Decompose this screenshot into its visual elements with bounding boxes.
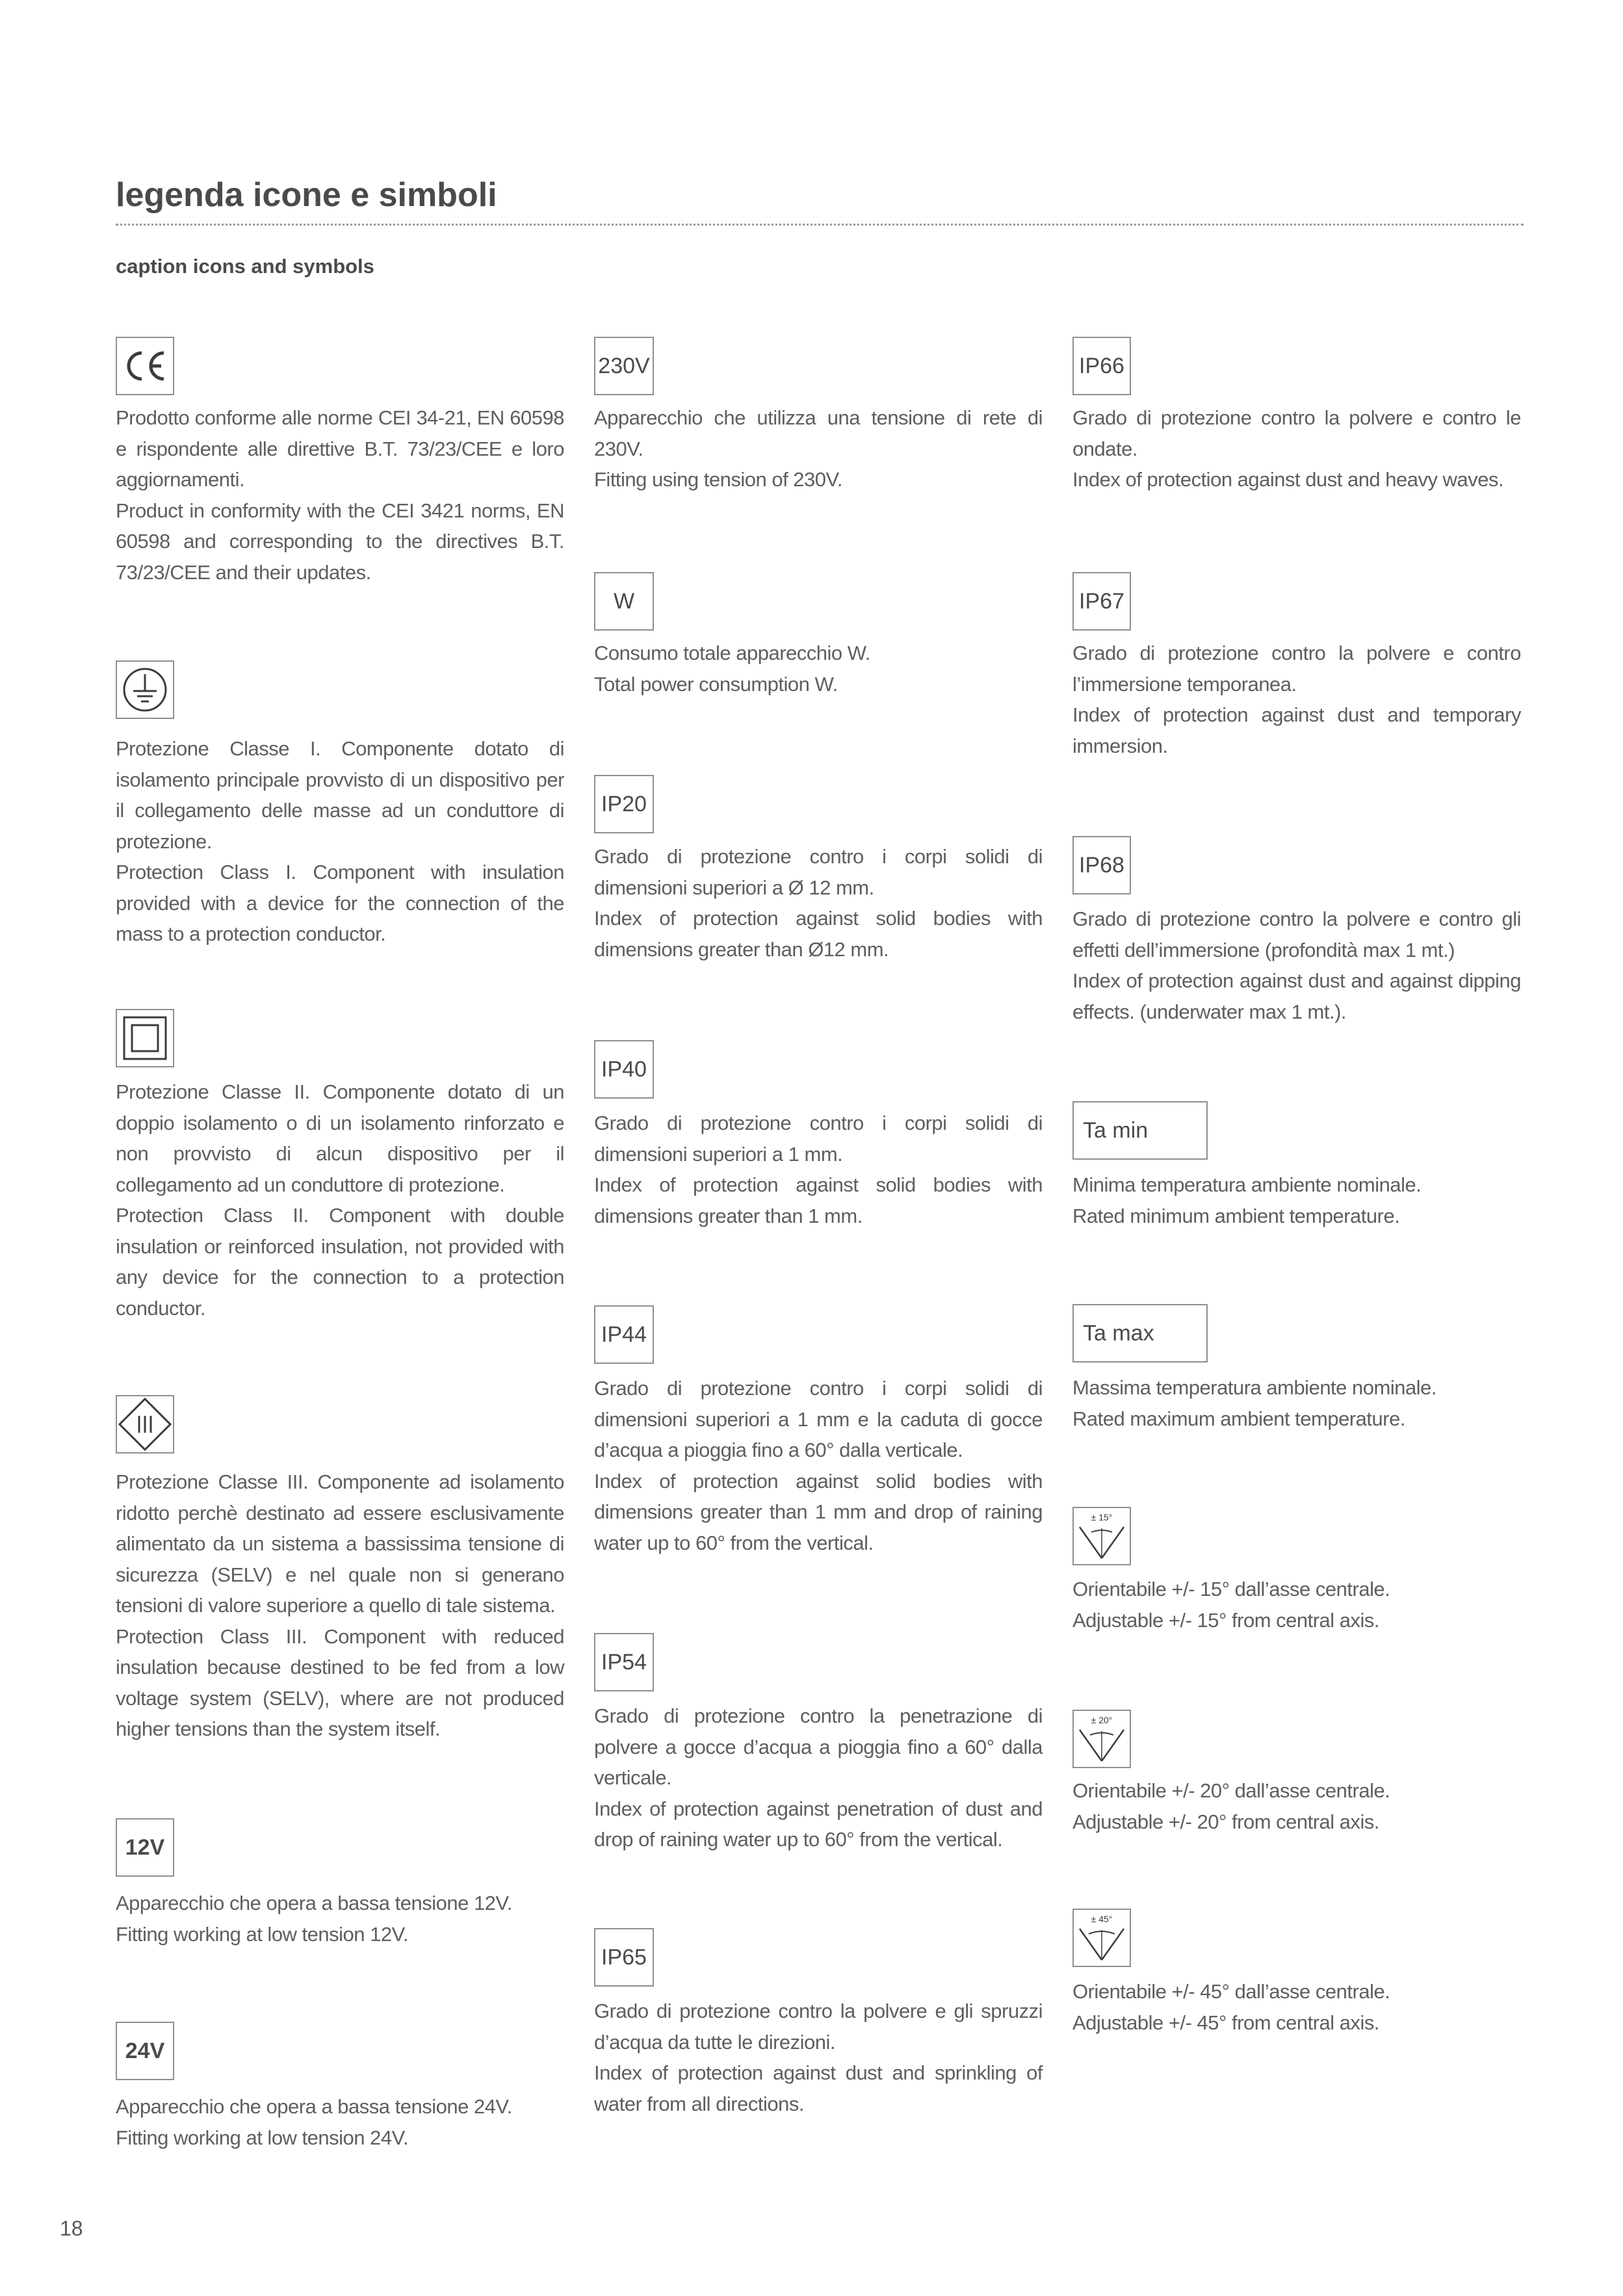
ip65-desc-it: Grado di protezione contro la polvere e gli spruzzi d’acqua da tutte le direzioni. [594,2000,1043,2054]
ip40-desc-en: Index of protection against solid bodies with dimensions greater than 1 mm. [594,1173,1043,1227]
ta-max-symbol: Ta max [1072,1304,1208,1363]
ip67-desc-en: Index of protection against dust and temporary immersion. [1072,703,1521,757]
ip67-description [1072,638,1521,761]
ta-min-desc-en: Rated minimum ambient temperature. [1072,1204,1400,1227]
ip65-desc-en: Index of protection against dust and sprinkling of water from all directions. [594,2061,1043,2115]
tilt-20-desc-it: Orientabile +/- 20° dall’asse centrale. [1072,1779,1390,1802]
ta-max-description [1072,1372,1521,1434]
class-i-desc-en: Protection Class I. Component with insulation provided with a device for the connection of the mass to a protection conductor. [116,861,564,945]
tilt-15-label: ± 15° [1091,1512,1113,1522]
ip54-desc-it: Grado di protezione contro la penetrazione di polvere a gocce d’acqua a pioggia fino a 60° dalla verticale. [594,1704,1043,1789]
tilt-15-desc-en: Adjustable +/- 15° from central axis. [1072,1608,1380,1632]
ip65-description [594,1996,1043,2119]
ip54-desc-en: Index of protection against penetration of dust and drop of raining water up to 60° from the vertical. [594,1797,1043,1851]
ip67-desc-it: Grado di protezione contro la polvere e contro l’immersione temporanea. [1072,642,1521,696]
ip44-description [594,1373,1043,1558]
page-title: legenda icone e simboli [116,176,497,214]
class-ii-desc-en: Protection Class II. Component with double insulation or reinforced insulation, not provided with any device for the connection to a protection conductor. [116,1204,564,1320]
12v-description [116,1888,564,1950]
tilt-20-description [1072,1775,1521,1837]
tilt-45-label: ± 45° [1091,1914,1113,1924]
230v-desc-it: Apparecchio che utilizza una tensione di rete di 230V. [594,406,1043,460]
12v-desc-en: Fitting working at low tension 12V. [116,1922,409,1946]
ip66-symbol: IP66 [1072,337,1131,395]
w-desc-it: Consumo totale apparecchio W. [594,642,870,664]
tilt-20-desc-en: Adjustable +/- 20° from central axis. [1072,1810,1380,1833]
page-number: 18 [60,2217,83,2240]
ip40-symbol: IP40 [594,1040,654,1099]
ip40-desc-it: Grado di protezione contro i corpi solidi di dimensioni superiori a 1 mm. [594,1112,1043,1166]
double-insulation-icon [116,1009,174,1067]
230v-desc-en: Fitting using tension of 230V. [594,468,842,491]
ta-min-symbol: Ta min [1072,1101,1208,1160]
230v-symbol: 230V [594,337,654,395]
ta-min-desc-it: Minima temperatura ambiente nominale. [1072,1173,1422,1196]
dotted-divider [116,224,1524,226]
w-description [594,638,1043,699]
ip54-symbol: IP54 [594,1633,654,1691]
tilt-15-desc-it: Orientabile +/- 15° dall’asse centrale. [1072,1578,1390,1600]
24v-desc-it: Apparecchio che opera a bassa tensione 24V. [116,2095,512,2118]
ip40-description [594,1108,1043,1231]
ip44-desc-it: Grado di protezione contro i corpi solidi di dimensioni superiori a 1 mm e la caduta di gocce d’acqua a pioggia fino a 60° dalla verticale. [594,1377,1043,1461]
w-desc-en: Total power consumption W. [594,672,838,696]
12v-desc-it: Apparecchio che opera a bassa tensione 12V. [116,1892,512,1914]
class-i-description [116,733,564,950]
ta-min-description [1072,1169,1521,1231]
ta-max-desc-it: Massima temperatura ambiente nominale. [1072,1376,1436,1399]
ip66-desc-it: Grado di protezione contro la polvere e contro le ondate. [1072,406,1521,460]
tilt-15-description [1072,1574,1521,1636]
class-iii-desc-it: Protezione Classe III. Componente ad isolamento ridotto perchè destinato ad essere esclusivamente alimentato da un sistema a bassissima tensione di sicurezza (SELV) e nel quale non si generano tensioni di valore superiore a quello di tale sistema. [116,1470,564,1617]
tilt-45-icon [1072,1909,1131,1967]
ip20-symbol: IP20 [594,775,654,833]
tilt-15-icon [1072,1507,1131,1565]
ip68-desc-it: Grado di protezione contro la polvere e contro gli effetti dell’immersione (profondità max 1 mt.) [1072,907,1521,961]
class-ii-desc-it: Protezione Classe II. Componente dotato di un doppio isolamento o di un isolamento rinforzato e non provvisto di alcun dispositivo per il collegamento ad un conduttore di protezione. [116,1080,564,1196]
ip68-desc-en: Index of protection against dust and against dipping effects. (underwater max 1 mt.). [1072,969,1521,1023]
ce-desc-en: Product in conformity with the CEI 3421 norms, EN 60598 and corresponding to the directives B.T. 73/23/CEE and their updates. [116,499,564,584]
ip54-description [594,1701,1043,1855]
class-ii-description [116,1076,564,1324]
24v-description [116,2091,564,2153]
ip44-desc-en: Index of protection against solid bodies with dimensions greater than 1 mm and drop of raining water up to 60° from the vertical. [594,1469,1043,1554]
ta-max-desc-en: Rated maximum ambient temperature. [1072,1407,1405,1430]
ip20-description [594,841,1043,965]
24v-desc-en: Fitting working at low tension 24V. [116,2126,409,2149]
class-iii-description [116,1467,564,1745]
12v-symbol: 12V [116,1818,174,1877]
protective-earth-icon [116,660,174,719]
tilt-20-icon [1072,1710,1131,1768]
page-subtitle: caption icons and symbols [116,255,374,278]
ce-mark-icon [116,337,174,395]
ip66-description [1072,402,1521,495]
ip68-description [1072,904,1521,1027]
class-iii-icon [116,1395,174,1454]
ip20-desc-it: Grado di protezione contro i corpi solidi di dimensioni superiori a Ø 12 mm. [594,845,1043,899]
230v-description [594,402,1043,495]
class-iii-desc-en: Protection Class III. Component with reduced insulation because destined to be fed from a low voltage system (SELV), where are not produced higher tensions than the system itself. [116,1624,564,1740]
ip67-symbol: IP67 [1072,572,1131,631]
tilt-45-desc-en: Adjustable +/- 45° from central axis. [1072,2011,1380,2034]
ip44-symbol: IP44 [594,1305,654,1364]
ip65-symbol: IP65 [594,1928,654,1987]
tilt-45-desc-it: Orientabile +/- 45° dall’asse centrale. [1072,1980,1390,2003]
class-i-desc-it: Protezione Classe I. Componente dotato di isolamento principale provvisto di un dispositivo per il collegamento delle masse ad un conduttore di protezione. [116,737,564,853]
ip66-desc-en: Index of protection against dust and heavy waves. [1072,468,1504,491]
tilt-20-label: ± 20° [1091,1715,1113,1725]
24v-symbol: 24V [116,2022,174,2080]
w-symbol: W [594,572,654,631]
ip20-desc-en: Index of protection against solid bodies with dimensions greater than Ø12 mm. [594,907,1043,961]
ip68-symbol: IP68 [1072,836,1131,894]
ce-description [116,402,564,588]
ce-desc-it: Prodotto conforme alle norme CEI 34-21, EN 60598 e rispondente alle direttive B.T. 73/23/CEE e loro aggiornamenti. [116,406,564,491]
tilt-45-description [1072,1976,1521,2038]
